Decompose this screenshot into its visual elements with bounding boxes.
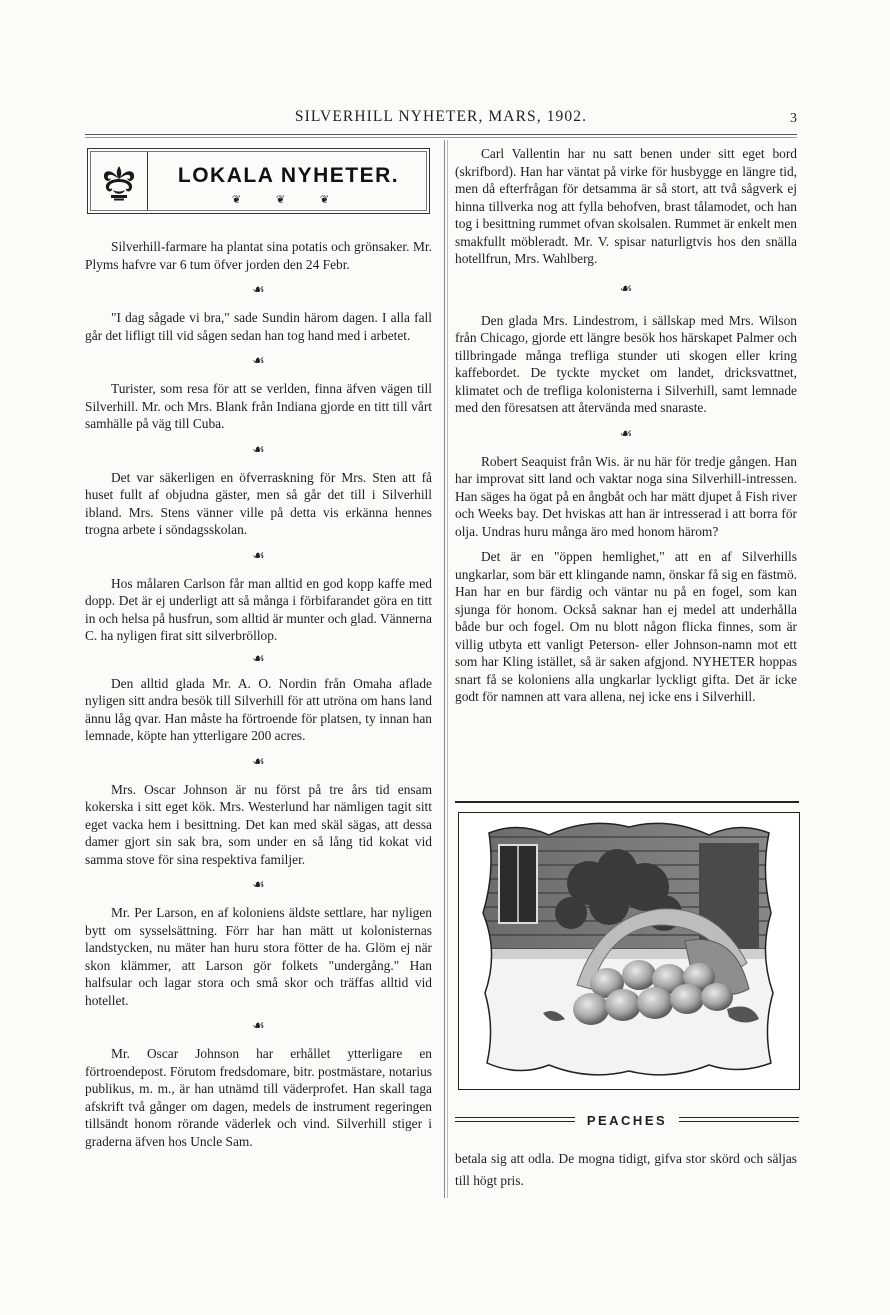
news-item: Den glada Mrs. Lindestrom, i sällskap med Mrs. Wilson från Chicago, gjorde ett längre besök hos härskapet Palmer och tillbringade många trefliga stunder uti skogen eller kring kaffebordet. De tyckte mycket om landet, dricksvattnet, klimatet och de trefliga kolonisterna i Silverhill, samt lemnade med den föresatsen att återvända med snaraste. [455,312,797,415]
fleuron-icon: ☙ [252,878,265,893]
photo-top-rule [455,801,799,803]
item-separator [85,433,432,469]
news-item: Det var säkerligen en öfverraskning för Mrs. Sten att få huset fullt af objudna gäster, men så går det till i Silverhill ibland. Mrs. Stens vänner ville på detta vis erkänna hennes trogna arbete i söndagsskolan. [85,469,432,537]
fleuron-icon: ☙ [619,426,633,442]
fleuron-icon: ☙ [252,651,265,667]
news-item: Hos målaren Carlson får man alltid en god kopp kaffe med dopp. Det är ej underligt att så många i förbifarandet göra en titt in och helsa på husfrun, som alltid är munter och glad. Vännerna C. ha nyligen firat sitt silverbröllop. [85,575,432,643]
news-item: "I dag sågade vi bra," sade Sundin härom dagen. I alla fall går det lifligt till vid sågen sedan han tog hand med i arbetet. [85,310,432,343]
fleuron-icon: ☙ [252,283,265,298]
column-separator-secondary [447,140,448,1198]
photo-caption: PEACHES [586,1113,668,1128]
fleuron-icon: ☙ [252,1019,265,1034]
item-separator [85,745,432,781]
ornament-box [91,152,148,210]
newspaper-title: SILVERHILL NYHETER, MARS, 1902. [294,108,588,125]
item-separator [455,417,797,453]
news-item: Silverhill-farmare ha plantat sina potatis och grönsaker. Mr. Plyms hafvre var 6 tum öfver jorden den 24 Febr. [85,239,432,272]
header-rule-thin [85,137,797,138]
news-item: Den alltid glada Mr. A. O. Nordin från Omaha aflade nyligen sitt andra besök till Silverhill för att utröna om hans land ännu låg qvar. Han måste ha förtroende för platsen, ty innan han lemnade, köpte han ytterligare 200 acres. [85,675,432,743]
item-separator [455,268,797,312]
fleuron-icon: ☙ [252,354,265,369]
news-item: Turister, som resa för att se verlden, finna äfven vägen till Silverhill. Mr. och Mrs. Blank från Indiana gjorde en titt till vårt samhälle på väg till Cuba. [85,381,432,431]
acanthus-ornament-icon [99,160,139,202]
item-separator [85,273,432,309]
fleuron-icon: ☙ [252,548,265,564]
item-separator [85,868,432,904]
section-heading: LOKALA NYHETER. [177,164,400,187]
left-column [85,238,432,1150]
news-item: Carl Vallentin har nu satt benen under sitt eget bord (skrifbord). Han har väntat på virke för husbygge en längre tid, men då efterfrågan för detsamma är så stort, att två sågverk ej hinna tillverka nog att fylla behofven, brast tålamodet, och han tog i besittning rummet ofvan skolsalen. Rummet är enkelt men smakfullt möbleradt. Mr. V. spisar naturligtvis hos den snälla hotellfrun, Mrs. Wahlberg. [455,146,797,266]
right-column [455,145,797,706]
running-header [85,108,797,130]
news-item: Mrs. Oscar Johnson är nu först på tre års tid ensam kokerska i sitt eget kök. Mrs. Westerlund har nämligen tagit sitt eget vacka hem i besittning. Det kan med skäl sägas, att dessa damer gjort sin sak bra, som under en så lång tid kokat vid samma stove för sina respektiva familjer. [85,781,432,867]
caption-paragraph [455,1148,797,1192]
news-item: Mr. Oscar Johnson har erhållet ytterligare en förtroendepost. Förutom fredsdomare, bitr. postmästare, notarius publikus, m. m., är han utnämd till väderprofet. Han skall taga afskrift två gånger om dagen, medels de instrument regeringen tillsändt honom rörande väderlek och vind. Silverhill stiger i graderna äfven hos Uncle Sam. [85,1046,432,1149]
fleuron-icon: ☙ [252,442,265,458]
masthead-inner-frame [90,151,427,211]
page-number: 3 [790,111,797,126]
column-separator [444,140,445,1198]
header-rule [85,134,797,135]
photo-caption-banner [455,1113,799,1131]
caption-text: betala sig att odla. De mogna tidigt, gifva stor skörd och säljas till högt pris. [455,1151,797,1188]
leaf-ornaments: ❦ ❦ ❦ [231,194,346,206]
item-separator [85,1009,432,1045]
news-item: Det är en "öppen hemlighet," att en af Silverhills ungkarlar, som bär ett klingande namn, önskar få sig en fästmö. Han har en bur färdig och väntar nu på en fogel, som kan sjunga för honom. Också saknar han ej medel att underhålla både bur och fogel. Om nu blott någon flicka finnes, som är villig utbyta ett vanligt Peterson- eller Johnson-namn mot ett som har Kling istället, så är saken afgjond. NYHETER hoppas snart få se koloniens alla ungkarlar lyckligt gifta. Det är icke godt för namnen att vara allena, nej icke ens i Silverhill. [455,549,797,704]
fleuron-icon: ☙ [252,754,265,770]
item-separator [85,645,432,675]
paragraph-gap [455,540,797,548]
peaches-illustration [459,813,799,1089]
item-separator [85,344,432,380]
section-masthead [87,148,430,214]
peaches-photo [458,812,800,1090]
news-item: Mr. Per Larson, en af koloniens äldste settlare, har nyligen bytt om sysselsättning. Förr har han mätt ut kolonisternas landstycken, nu mäter han huru stora fötter de ha. Glöm ej när skon klämmer, att Larson gör folkets "undergång." Han halfsular och lagar stora och små skor och träffas alltid vid hotellet. [85,905,432,1008]
news-item: Robert Seaquist från Wis. är nu här för tredje gången. Han har improvat sitt land och vaktar noga sina Silverhill-intressen. Han säges ha ögat på en ångbåt och har mätt djupet å Fish river och Weeks bay. Det hviskas att han är intresserad i att borra för olja. Undras huru många äro med honom härom? [455,453,797,539]
item-separator [85,539,432,575]
fleuron-icon: ☙ [619,281,633,297]
